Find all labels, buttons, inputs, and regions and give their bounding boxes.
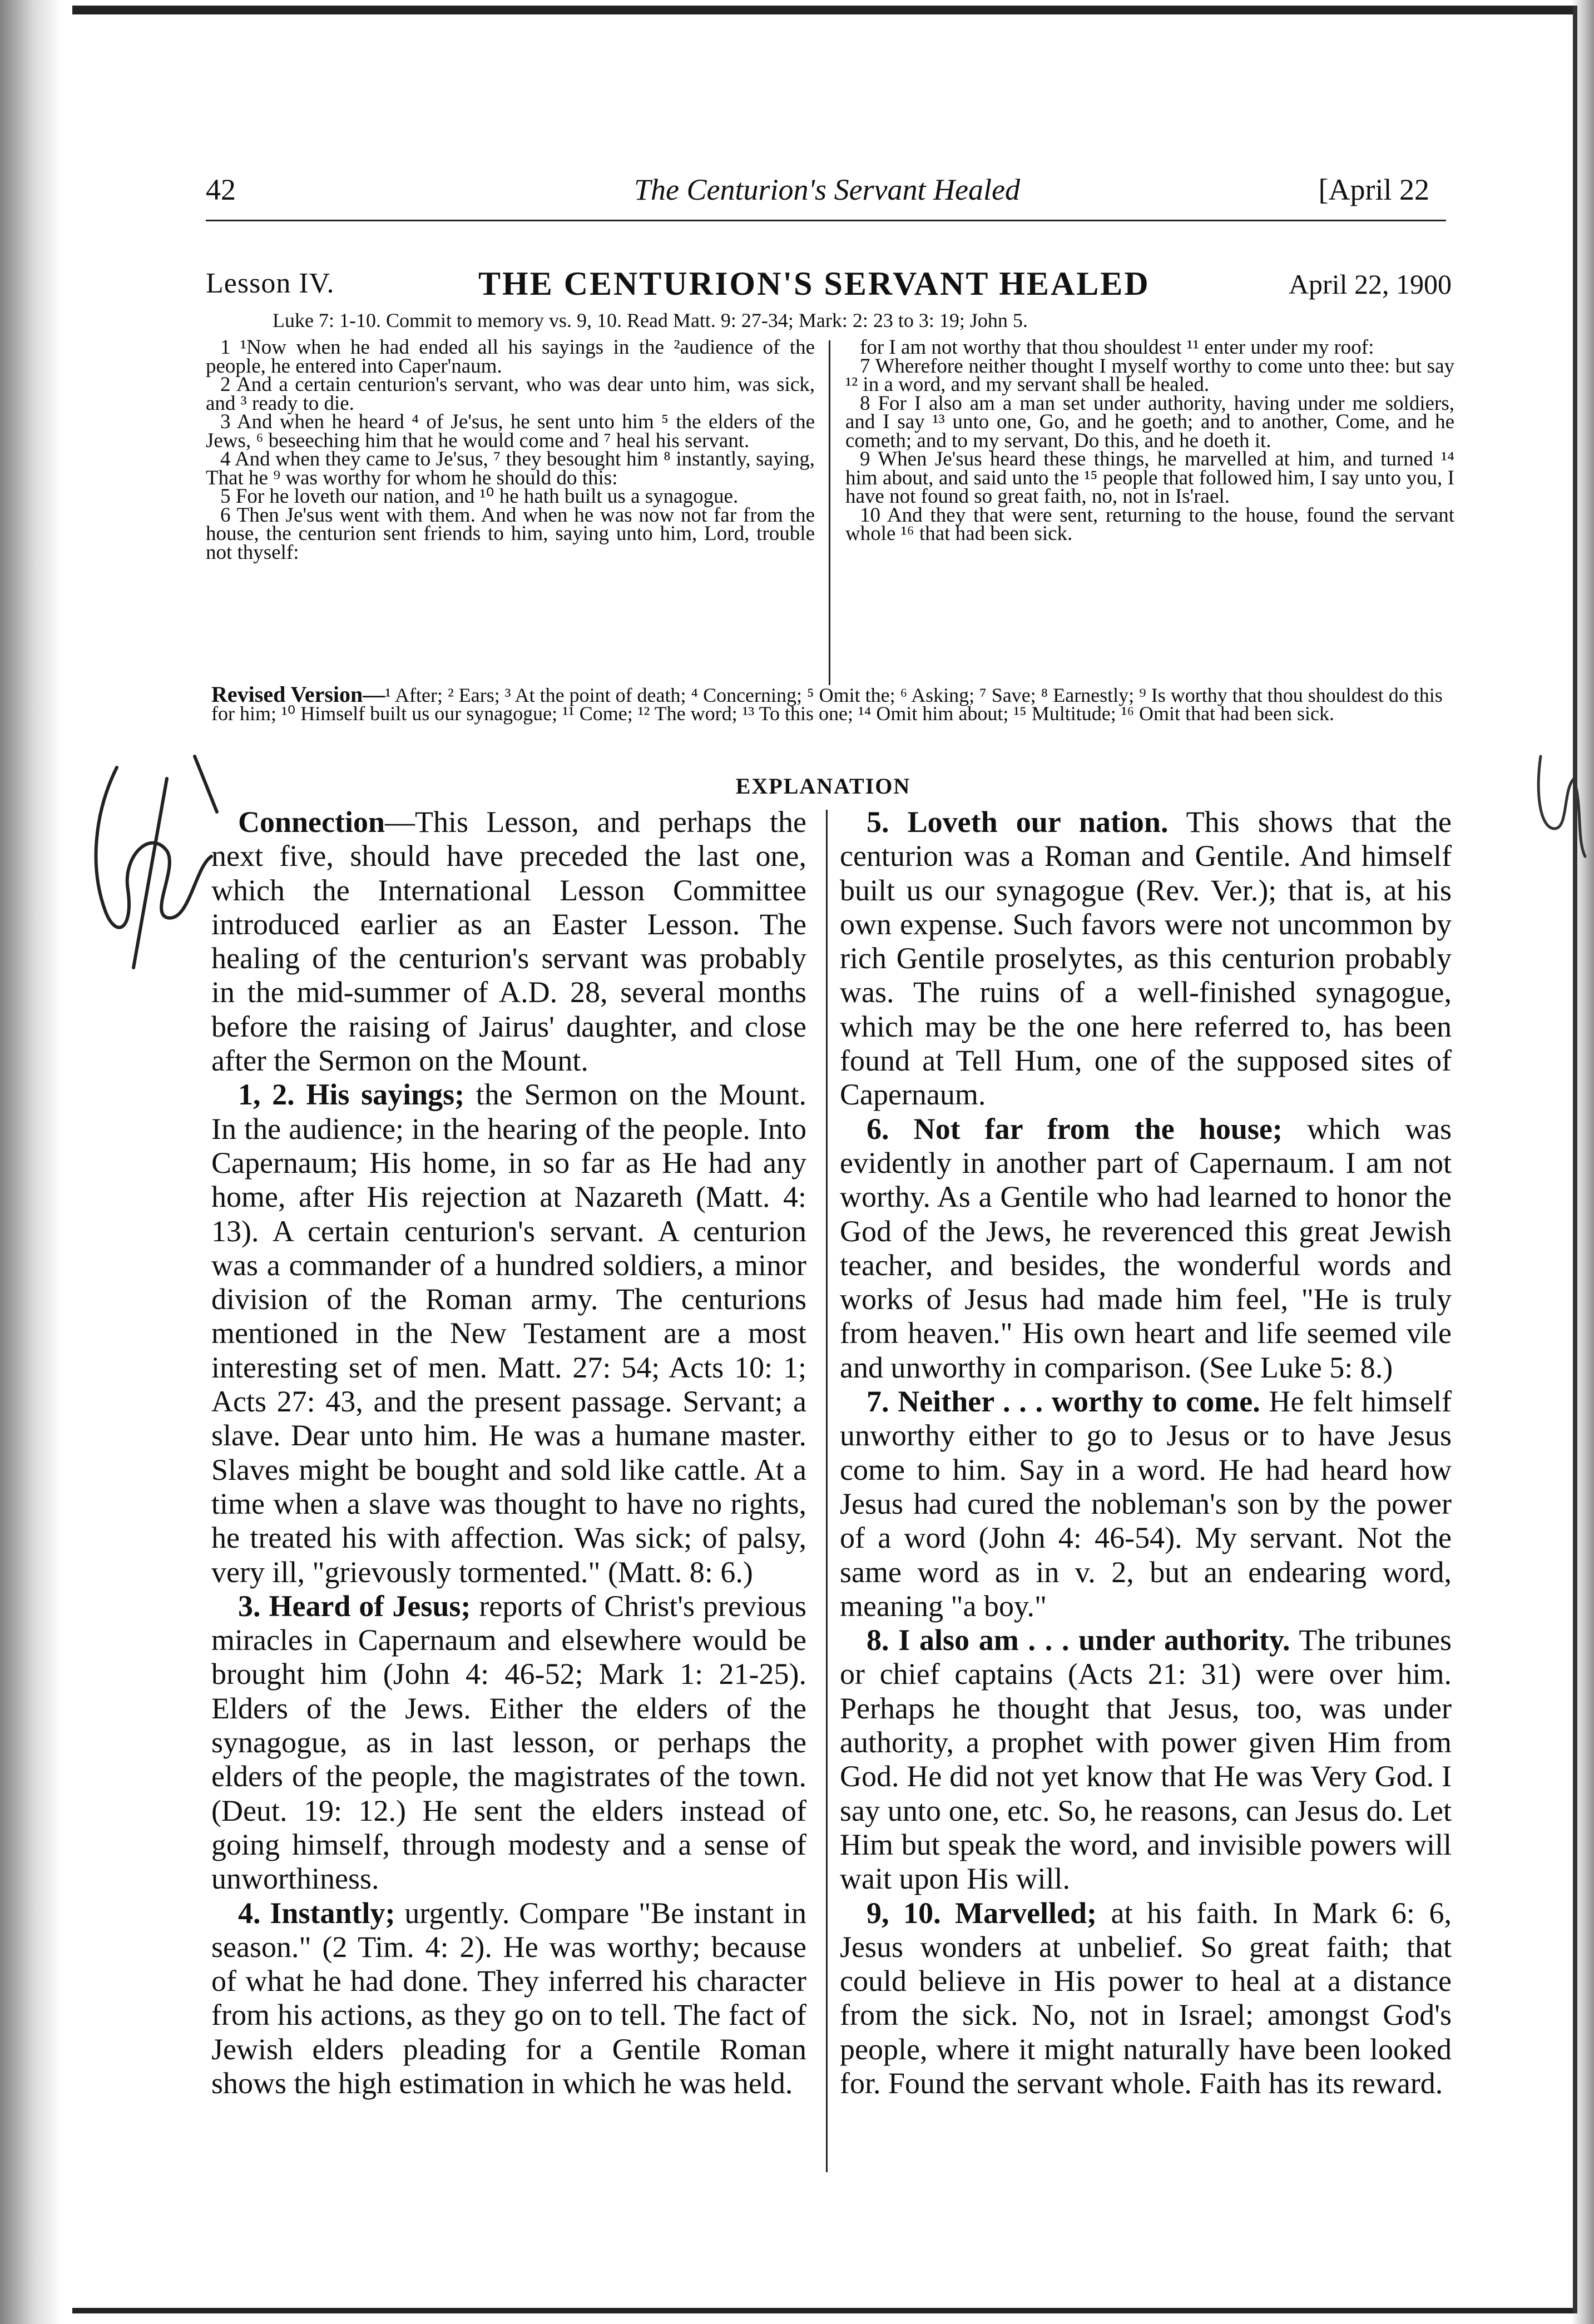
scan-border-top [72,6,1574,14]
verse: 4 And when they came to Je'sus, ⁷ they besought him ⁸ instantly, saying, That he ⁹ was worthy for whom he should do this: [206,448,815,489]
scan-border-bottom [72,2308,1574,2313]
explanation-paragraph [211,1078,806,1589]
explanation-paragraph [840,1896,1452,2101]
explanation-column-right [840,805,1452,2100]
paragraph-text: which was evidently in another part of Capernaum. I am not worthy. As a Gentile who had learned to honor the God of the Jews, he reverenced this great Jewish teacher, and besides, the wonderful words and works of Jesus had made him feel, "He is truly from heaven." His own heart and life seemed vile and unworthy in comparison. (See Luke 5: 8.) [840,1112,1452,1384]
paragraph-text: —This Lesson, and perhaps the next five, should have preceded the last one, which the International Lesson Committee introduced earlier as an Easter Lesson. The healing of the centurion's servant was probably in the mid-summer of A.D. 28, several months before the raising of Jairus' daughter, and close after the Sermon on the Mount. [211,805,806,1078]
column-divider [826,810,828,2172]
explanation-paragraph [840,1385,1452,1623]
scan-border-right [1573,6,1577,2313]
paragraph-text: urgently. Compare "Be instant in season." (2 Tim. 4: 2). He was worthy; because of what he had done. They inferred his character from his actions, as they go on to tell. The fact of Jewish elders pleading for a Gentile Roman shows the high estimation in which he was held. [211,1896,806,2100]
paragraph-text: the Sermon on the Mount. In the audience; in the hearing of the people. Into Capernaum; His home, in so far as He had any home, after His rejection at Nazareth (Matt. 4: 13). A certain centurion's servant. A centurion was a commander of a hundred soldiers, a minor division of the Roman army. The centurions mentioned in the New Testament are a most interesting set of men. Matt. 27: 54; Acts 10: 1; Acts 27: 43, and the present passage. Servant; a slave. Dear unto him. He was a humane master. Slaves might be bought and sold like cattle. At a time when a slave was thought to have no rights, he treated his with affection. Was sick; of palsy, very ill, "grievously tormented." (Matt. 8: 6.) [211,1078,806,1589]
running-date: [April 22 [1318,173,1429,206]
page-number: 42 [206,173,236,206]
scripture-column-left [206,338,815,562]
running-head [206,167,1429,211]
verse: 9 When Je'sus heard these things, he marvelled at him, and turned ¹⁴ him about, and said unto the ¹⁵ people that followed him, I say unto you, I have not found so great faith, no, not in Is'rael. [845,448,1454,508]
explanation-column-left [211,805,806,2100]
paragraph-lead: 1, 2. His sayings; [238,1078,465,1112]
header-rule [206,220,1446,221]
paragraph-lead: 7. Neither . . . worthy to come. [867,1385,1260,1419]
paragraph-text: He felt himself unworthy either to go to Jesus or to have Jesus come to him. Say in a word. He had heard how Jesus had cured the nobleman's son by the power of a word (John 4: 46-54). My servant. Not the same word as in v. 2, but an endearing word, meaning "a boy." [840,1385,1452,1623]
paragraph-text: reports of Christ's previous miracles in Capernaum and elsewhere would be brought him (John 4: 46-52; Mark 1: 21-25). Elders of the Jews. Either the elders of the synagogue, as in last lesson, or perhaps the elders of the people, the magistrates of the town. (Deut. 19: 12.) He sent the elders instead of going himself, through modesty and a sense of unworthiness. [211,1589,806,1896]
handwritten-mark-right [1529,745,1591,879]
verse: 6 Then Je'sus went with them. And when he was now not far from the house, the centurion sent friends to him, saying unto him, Lord, trouble not thyself: [206,503,815,564]
running-title: The Centurion's Servant Healed [634,173,1020,206]
paragraph-text: The tribunes or chief captains (Acts 21: 31) were over him. Perhaps he thought that Jesus, too, was under authority, a prophet with power given Him from God. He did not yet know that He was Very God. I say unto one, etc. So, he reasons, can Jesus do. Let Him but speak the word, and invisible powers will wait upon His will. [840,1623,1452,1896]
verse: 3 And when he heard ⁴ of Je'sus, he sent unto him ⁵ the elders of the Jews, ⁶ beseeching him that he would come and ⁷ heal his servant. [206,410,815,452]
scripture-column-right [845,338,1454,543]
lesson-title: THE CENTURION'S SERVANT HEALED [478,265,1150,302]
paragraph-lead: 4. Instantly; [238,1896,395,1930]
verse: 1 ¹Now when he had ended all his sayings in the ²audience of the people, he entered into Caper'naum. [206,336,815,378]
explanation-heading: EXPLANATION [735,774,911,799]
verse: 8 For I also am a man set under authority, having under me soldiers, and I say ¹³ unto one, Go, and he goeth; and to another, Come, and he cometh; and to my servant, Do this, and he doeth it. [845,392,1454,452]
verse: 5 For he loveth our nation, and ¹⁰ he hath built us a synagogue. [220,485,739,508]
paragraph-text: This shows that the centurion was a Roman and Gentile. And himself built us our synagogue (Rev. Ver.); that is, at his own expense. Such favors were not uncommon by rich Gentile proselytes, as this centurion probably was. The ruins of a well-finished synagogue, which may be the one here referred to, has been found at Tell Hum, one of the supposed sites of Capernaum. [840,805,1452,1112]
revised-version-text: ¹ After; ² Ears; ³ At the point of death; ⁴ Concerning; ⁵ Omit the; ⁶ Asking; ⁷ Save; ⁸ Earnestly; ⁹ Is worthy that thou shouldest do this for him; ¹⁰ Himself built us our synagogue; ¹¹ Come; ¹² The word; ¹³ To this one; ¹⁴ Omit him about; ¹⁵ Multitude; ¹⁶ Omit that had been sick. [211,684,1443,725]
paragraph-lead: Connection [238,805,385,839]
lesson-date: April 22, 1900 [1288,269,1452,300]
paragraph-text: at his faith. In Mark 6: 6, Jesus wonders at unbelief. So great faith; that could believe in His power to heal at a distance from the sick. No, not in Israel; amongst God's people, where it might naturally have been looked for. Found the servant whole. Faith has its reward. [840,1896,1452,2100]
scripture-text [206,338,1452,672]
column-divider [829,340,830,685]
handwritten-mark-left [83,745,228,979]
explanation-paragraph [840,1112,1452,1385]
explanation-paragraph [211,805,806,1078]
paragraph-lead: 5. Loveth our nation. [867,805,1169,839]
explanation-paragraph [211,1589,806,1896]
verse: 7 Wherefore neither thought I myself worthy to come unto thee: but say ¹² in a word, and my servant shall be healed. [845,354,1454,396]
explanation-paragraph [840,805,1452,1112]
paragraph-lead: 3. Heard of Jesus; [238,1589,471,1623]
explanation-paragraph [211,1896,806,2101]
verse: for I am not worthy that thou shouldest ¹¹ enter under my roof: [860,336,1374,359]
paragraph-lead: 6. Not far from the house; [867,1112,1283,1146]
scan-edge-left [0,0,61,2324]
paragraph-lead: 8. I also am . . . under authority. [867,1623,1290,1657]
paragraph-lead: 9, 10. Marvelled; [867,1896,1097,1930]
revised-version-notes [211,682,1452,725]
verse: 10 And they that were sent, returning to the house, found the servant whole ¹⁶ that had been sick. [845,503,1454,545]
explanation-body [211,805,1452,2184]
lesson-references: Luke 7: 1-10. Commit to memory vs. 9, 10. Read Matt. 9: 27-34; Mark: 2: 23 to 3: 19; John 5. [273,309,1028,331]
verse: 2 And a certain centurion's servant, who was dear unto him, was sick, and ³ ready to die. [206,373,815,415]
lesson-header [206,261,1452,306]
lesson-number: Lesson IV. [206,267,335,299]
explanation-paragraph [840,1623,1452,1896]
revised-version-label: Revised Version— [211,682,385,707]
